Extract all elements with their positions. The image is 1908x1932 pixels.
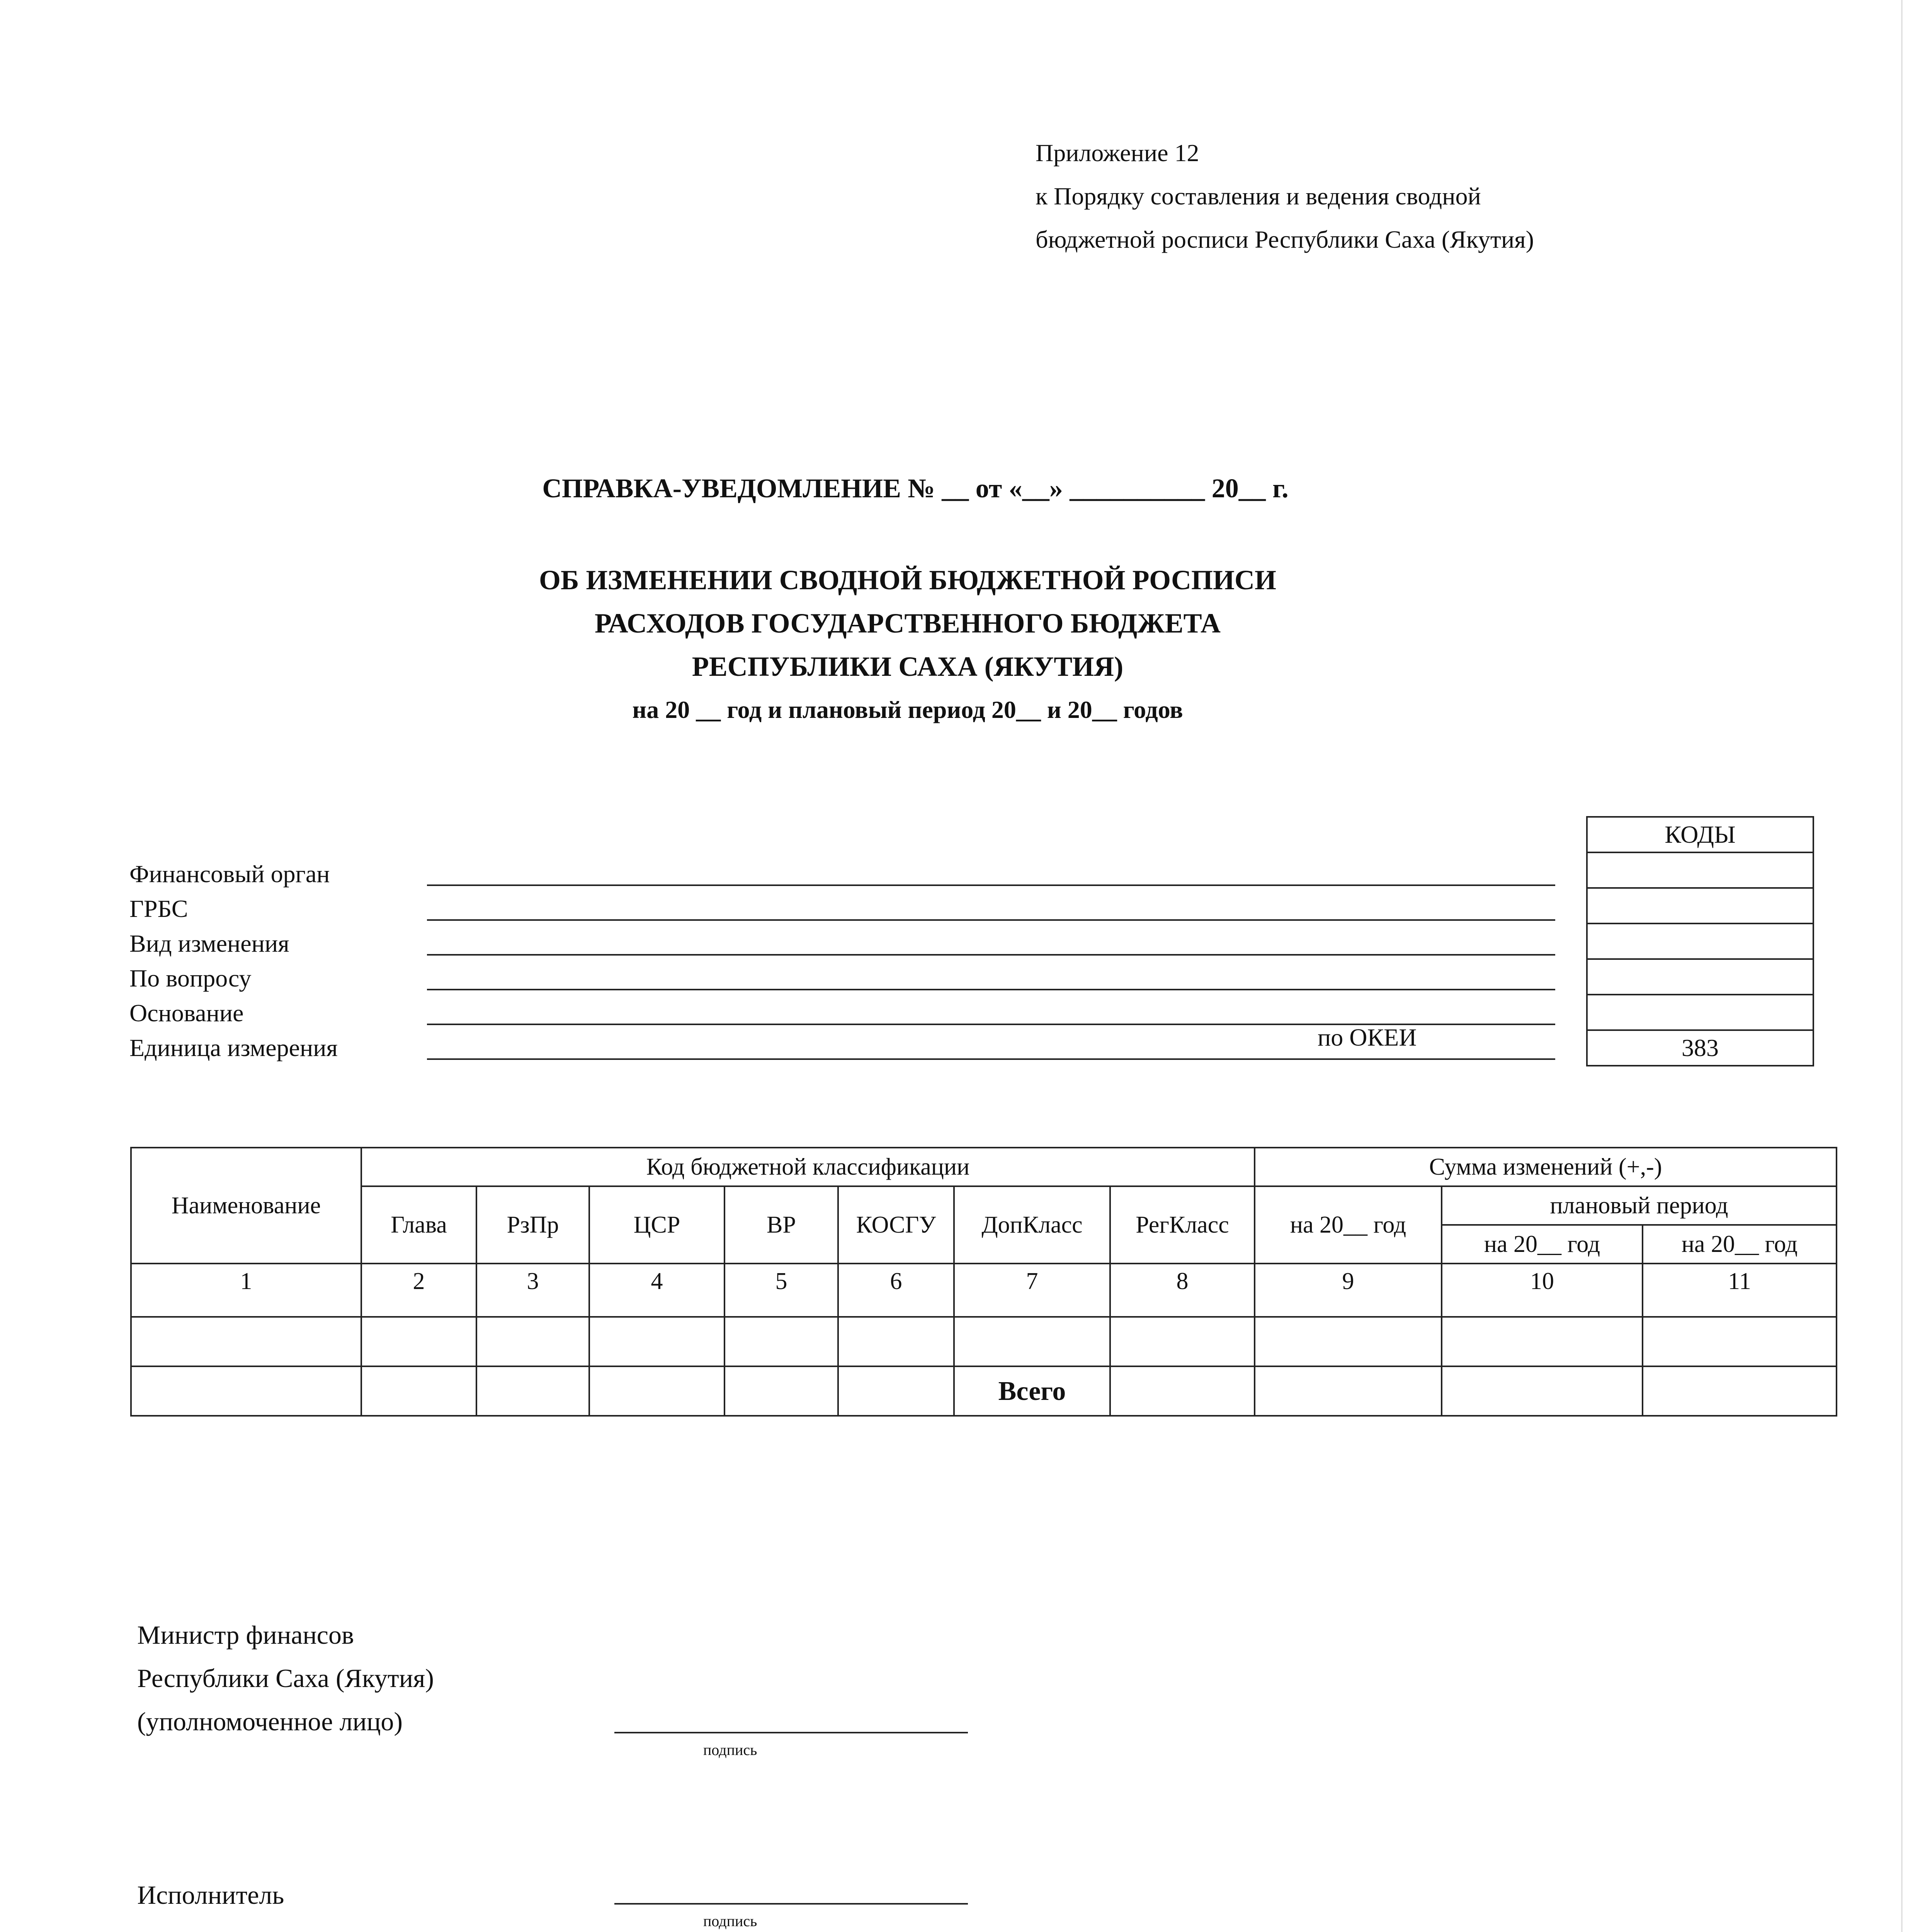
table-cell[interactable] [838, 1366, 954, 1416]
table-cell[interactable] [589, 1317, 724, 1366]
table-cell[interactable] [476, 1317, 589, 1366]
table-cell[interactable] [131, 1317, 361, 1366]
table-cell[interactable] [131, 1366, 361, 1416]
minister-signature-line[interactable] [614, 1732, 968, 1733]
total-label: Всего [954, 1366, 1110, 1416]
executor-text: Исполнитель [137, 1880, 284, 1910]
column-header-class: КОСГУ [838, 1186, 954, 1264]
field-label: Единица измерения [129, 1034, 338, 1061]
changes-table [130, 1147, 1837, 1417]
column-group-classification: Код бюджетной классификации [361, 1148, 1255, 1186]
code-cell[interactable] [1587, 959, 1813, 995]
okei-label: по ОКЕИ [1318, 1024, 1417, 1051]
executor-signature-line[interactable] [614, 1903, 968, 1905]
column-number: 3 [476, 1264, 589, 1317]
table-cell[interactable] [1442, 1317, 1643, 1366]
total-cell[interactable] [1255, 1366, 1442, 1416]
table-cell[interactable] [724, 1366, 838, 1416]
field-input-line[interactable] [427, 954, 1555, 956]
total-cell[interactable] [1643, 1366, 1837, 1416]
minister-line: Министр финансов [137, 1620, 354, 1650]
appendix-line: бюджетной росписи Республики Саха (Якутия) [1036, 226, 1534, 253]
header-row [131, 1186, 1837, 1225]
subtitle-line: РЕСПУБЛИКИ САХА (ЯКУТИЯ) [692, 651, 1124, 682]
subtitle-line: ОБ ИЗМЕНЕНИИ СВОДНОЙ БЮДЖЕТНОЙ РОСПИСИ [539, 565, 1277, 595]
column-header-name: Наименование [131, 1148, 361, 1264]
column-number-row [131, 1264, 1837, 1317]
code-cell[interactable] [1587, 888, 1813, 923]
signature-caption: подпись [703, 1912, 757, 1930]
column-header-class: РегКласс [1110, 1186, 1255, 1264]
field-grbs [129, 891, 1443, 925]
page-edge [1901, 0, 1903, 1932]
total-cell[interactable] [1442, 1366, 1643, 1416]
subtitle-line: РАСХОДОВ ГОСУДАРСТВЕННОГО БЮДЖЕТА [594, 608, 1221, 639]
column-number: 1 [131, 1264, 361, 1317]
column-number: 2 [361, 1264, 476, 1317]
document-subtitle [0, 558, 1862, 731]
code-cell[interactable] [1587, 995, 1813, 1030]
field-unit [129, 1030, 1443, 1065]
code-cell[interactable] [1587, 852, 1813, 888]
field-label: Основание [129, 999, 244, 1027]
subtitle-period: на 20 __ год и плановый период 20__ и 20__ годов [632, 696, 1183, 723]
field-label: По вопросу [129, 964, 252, 992]
table-cell[interactable] [954, 1317, 1110, 1366]
appendix-note [1036, 131, 1534, 261]
column-header-year-next: на 20__ год [1442, 1225, 1643, 1264]
field-input-line[interactable] [427, 884, 1555, 886]
minister-line: (уполномоченное лицо) [137, 1707, 403, 1736]
codes-header: КОДЫ [1587, 817, 1813, 852]
field-input-line[interactable] [427, 1058, 1555, 1060]
column-number: 8 [1110, 1264, 1255, 1317]
header-row [131, 1148, 1837, 1186]
table-cell[interactable] [476, 1366, 589, 1416]
appendix-line: Приложение 12 [1036, 139, 1199, 167]
column-header-class: ВР [724, 1186, 838, 1264]
column-header-class: РзПр [476, 1186, 589, 1264]
signature-caption: подпись [703, 1741, 757, 1759]
field-subject [129, 960, 1443, 995]
table-cell[interactable] [589, 1366, 724, 1416]
field-label: Финансовый орган [129, 860, 330, 888]
code-cell[interactable] [1587, 923, 1813, 959]
total-cell[interactable] [1110, 1366, 1255, 1416]
field-finance-body [129, 856, 1443, 891]
field-label: ГРБС [129, 895, 188, 922]
column-header-year-current: на 20__ год [1255, 1186, 1442, 1264]
column-number: 10 [1442, 1264, 1643, 1317]
minister-block [137, 1613, 434, 1743]
executor-label [137, 1873, 284, 1917]
okei-code-cell: 383 [1587, 1030, 1813, 1066]
column-group-sum: Сумма изменений (+,-) [1255, 1148, 1837, 1186]
minister-line: Республики Саха (Якутия) [137, 1663, 434, 1693]
column-group-planned: плановый период [1442, 1186, 1837, 1225]
table-cell[interactable] [361, 1366, 476, 1416]
column-number: 9 [1255, 1264, 1442, 1317]
table-cell[interactable] [1643, 1317, 1837, 1366]
table-cell[interactable] [1110, 1317, 1255, 1366]
field-basis [129, 995, 1443, 1030]
field-label: Вид изменения [129, 930, 289, 957]
table-cell[interactable] [724, 1317, 838, 1366]
table-cell[interactable] [1255, 1317, 1442, 1366]
total-row [131, 1366, 1837, 1416]
table-cell[interactable] [838, 1317, 954, 1366]
field-input-line[interactable] [427, 919, 1555, 921]
codes-table [1586, 816, 1814, 1066]
column-number: 4 [589, 1264, 724, 1317]
table-row [131, 1317, 1837, 1366]
appendix-line: к Порядку составления и ведения сводной [1036, 182, 1481, 210]
field-input-line[interactable] [427, 989, 1555, 990]
column-number: 11 [1643, 1264, 1837, 1317]
column-header-year-after: на 20__ год [1643, 1225, 1837, 1264]
table-cell[interactable] [361, 1317, 476, 1366]
column-number: 6 [838, 1264, 954, 1317]
header-fields [129, 856, 1443, 1065]
column-header-class: Глава [361, 1186, 476, 1264]
column-header-class: ДопКласс [954, 1186, 1110, 1264]
field-change-type [129, 925, 1443, 960]
document-title: СПРАВКА-УВЕДОМЛЕНИЕ № __ от «__» __________ 20__ г. [542, 474, 1289, 503]
column-number: 5 [724, 1264, 838, 1317]
column-number: 7 [954, 1264, 1110, 1317]
column-header-class: ЦСР [589, 1186, 724, 1264]
